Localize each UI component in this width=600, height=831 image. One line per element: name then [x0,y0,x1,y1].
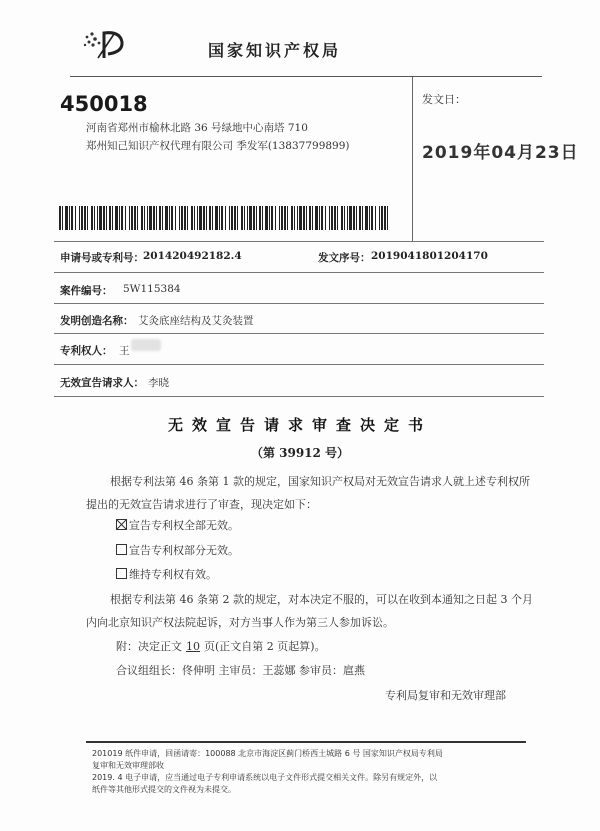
address-divider [412,77,413,241]
invention-name-label: 发明创造名称： [60,315,134,327]
petitioner-label: 无效宣告请求人： [60,377,144,389]
application-no-label: 申请号或专利号： [60,252,144,264]
case-no-label: 案件编号： [60,285,113,297]
patentee-label: 专利权人： [60,345,113,357]
decision-paragraph-2-line-2: 内向北京知识产权法院起诉，对方当事人作为第三人参加诉讼。 [86,616,394,629]
option-invalidate-partial: 宣告专利权部分无效。 [129,544,239,557]
attachment-prefix: 附：决定正文 [116,640,182,653]
barcode [59,206,396,230]
case-no: 5W115384 [123,283,181,295]
send-serial-label: 发文序号： [318,252,371,264]
application-no: 201420492182.4 [143,250,242,262]
footer-divider [86,741,526,743]
attachment-note [116,638,326,654]
option-invalidate-all: 宣告专利权全部无效。 [129,519,239,532]
row-divider [54,272,544,273]
header-divider [70,76,542,77]
postcode: 450018 [60,92,148,116]
decision-paragraph-2-line-1: 根据专利法第 46 条第 2 款的规定，对本决定不服的，可以在收到本通知之日起 3 个月 [110,593,533,606]
decision-paragraph-1-line-1: 根据专利法第 46 条第 1 款的规定，国家知识产权局对无效宣告请求人就上述专利权所 [110,475,530,488]
decision-paragraph-1-line-2: 提出的无效宣告请求进行了审查，现决定如下： [86,498,317,511]
recipient-address: 河南省郑州市榆林北路 36 号绿地中心南塔 710 [86,122,308,134]
send-serial: 2019041801204170 [371,250,488,262]
row-divider [54,303,544,304]
issuing-department: 专利局复审和无效审理部 [385,689,506,702]
option-maintain-valid: 维持专利权有效。 [129,568,217,581]
decision-number: （第 39912 号） [250,446,350,460]
row-divider [54,333,544,334]
footer-line-4: 纸件等其他形式提交的文件视为未提交。 [92,785,236,794]
invention-name: 艾灸底座结构及艾灸装置 [138,315,254,327]
option-checkbox-maintain [116,568,127,579]
row-divider [54,364,544,365]
send-date-label: 发文日： [422,93,466,106]
attachment-suffix: 页(正文自第 2 页起算)。 [204,640,326,653]
office-name: 国家知识产权局 [208,41,342,60]
redacted-name [131,339,161,351]
recipient-agency: 郑州知己知识产权代理有限公司 季发军(13837799899) [86,140,350,152]
footer-line-3: 2019. 4 电子申请，应当通过电子专利申请系统以电子文件形式提交相关文件。除另有规定外，以 [92,773,438,782]
send-date: 2019年04月23日 [422,143,579,163]
option-checkbox-invalidate-partial [116,544,127,555]
row-divider [54,396,544,397]
attachment-pages: 10 [186,640,200,653]
barcode-bar [388,206,391,230]
decision-title: 无效宣告请求审查决定书 [167,416,432,434]
panel-members: 合议组组长：佟伸明 主审员：王蕊娜 参审员：扈燕 [116,664,365,677]
option-checkbox-invalidate-all [116,519,127,530]
footer-line-2: 复审和无效审理部收 [92,761,164,770]
cnipa-logo-icon [80,28,132,64]
petitioner: 李晓 [148,377,169,389]
footer-line-1: 201019 纸件申请，回函请寄：100088 北京市海淀区蓟门桥西土城路 6 号 国家知识产权局专利局 [92,749,443,758]
row-divider [54,241,544,242]
patentee: 王 [119,345,130,357]
